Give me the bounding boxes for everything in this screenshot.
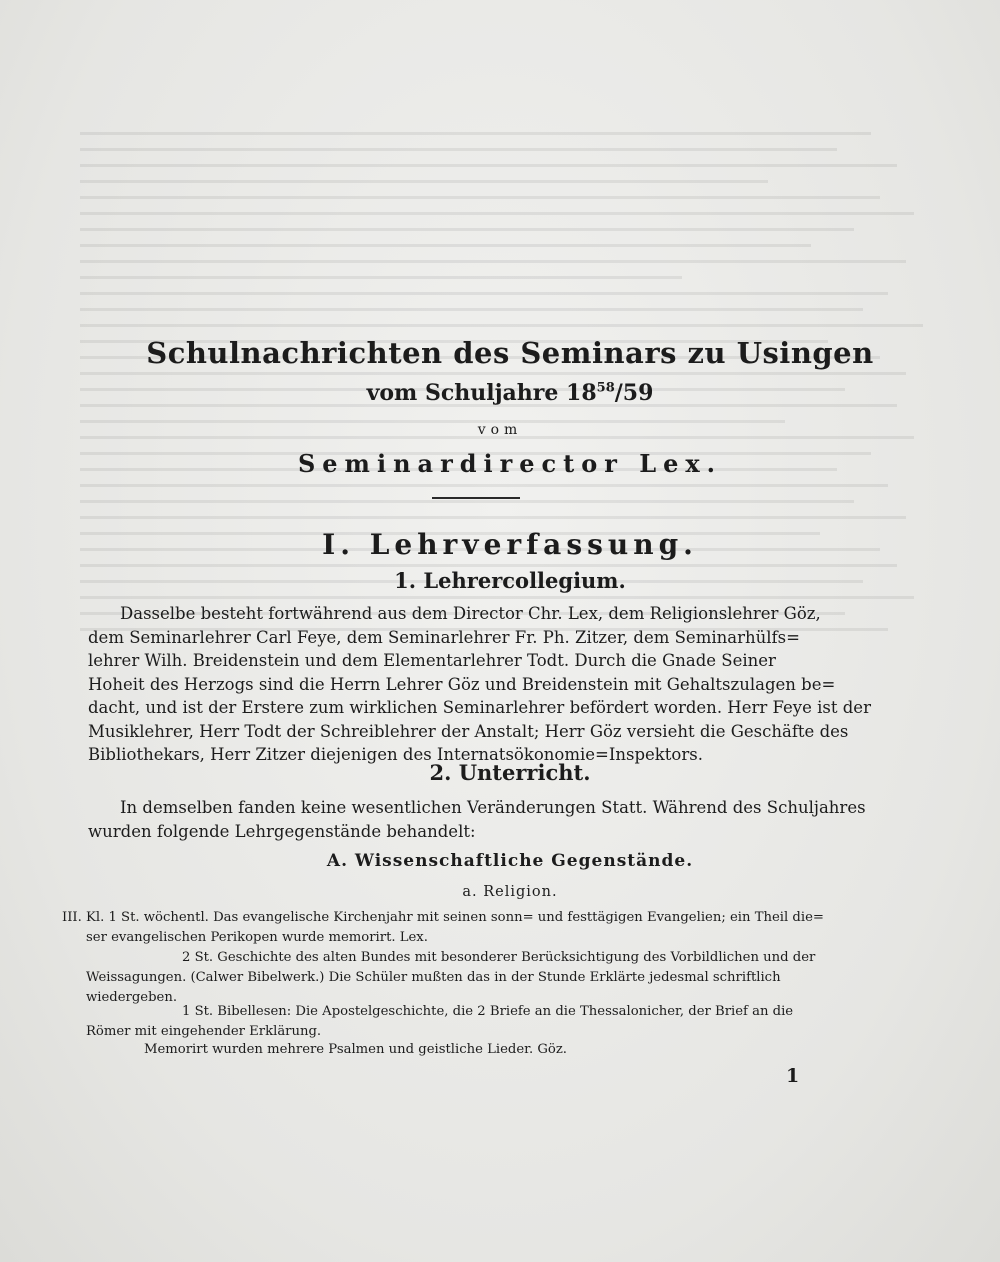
- entry-kirchenjahr: [62, 908, 882, 948]
- text-line: Dasselbe besteht fortwährend aus dem Director Chr. Lex, dem Religionslehrer Göz,: [120, 604, 821, 623]
- text-line: Römer mit eingehender Erklärung.: [86, 1024, 322, 1039]
- section-heading: I. Lehrverfassung.: [322, 528, 698, 561]
- subtitle-sup: 58: [596, 380, 615, 396]
- text-line: lehrer Wilh. Breidenstein und dem Elementarlehrer Todt. Durch die Gnade Seiner: [88, 651, 776, 670]
- text-line: Hoheit des Herzogs sind die Herrn Lehrer Göz und Breidenstein mit Gehaltszulagen be=: [88, 674, 836, 694]
- document-title: Schulnachrichten des Seminars zu Usingen: [146, 336, 874, 370]
- text-line: wurden folgende Lehrgegenstände behandelt:: [88, 821, 476, 841]
- text-line: III. Kl. 1 St. wöchentl. Das evangelische Kirchenjahr mit seinen sonn= und festtägigen Evangelien; ein Theil die=: [62, 910, 824, 925]
- text-line: ser evangelischen Perikopen wurde memorirt. Lex.: [86, 930, 428, 945]
- author-line: Seminardirector Lex.: [297, 449, 723, 478]
- page-number: 1: [786, 1065, 800, 1087]
- text-line: wiedergeben.: [86, 990, 178, 1005]
- vom-label: vom: [477, 422, 523, 438]
- school-year-subtitle: [200, 380, 820, 406]
- text-line: Bibliothekars, Herr Zitzer diejenigen des Internatsökonomie=Inspektors.: [88, 745, 703, 764]
- text-line: Weissagungen. (Calwer Bibelwerk.) Die Schüler mußten das in der Stunde Erklärte jedesmal schriftlich: [86, 970, 781, 985]
- text-line: 2 St. Geschichte des alten Bundes mit besonderer Berücksichtigung des Vorbildlichen und der: [182, 950, 816, 965]
- text-line: Musiklehrer, Herr Todt der Schreiblehrer der Anstalt; Herr Göz versieht die Geschäfte des: [88, 721, 849, 741]
- text-line: Memorirt wurden mehrere Psalmen und geistliche Lieder. Göz.: [144, 1042, 567, 1057]
- text-line: 1 St. Bibellesen: Die Apostelgeschichte, die 2 Briefe an die Thessalonicher, der Brief an die: [182, 1004, 794, 1019]
- entry-geschichte: [62, 948, 882, 1008]
- paragraph-unterricht: [88, 796, 876, 843]
- entry-memorirt: [62, 1040, 882, 1060]
- text-line: dem Seminarlehrer Carl Feye, dem Seminarlehrer Fr. Ph. Zitzer, dem Seminarhülfs=: [88, 627, 800, 647]
- subheading-religion: a. Religion.: [462, 884, 558, 900]
- text-line: In demselben fanden keine wesentlichen Veränderungen Statt. Während des Schuljahres: [120, 798, 866, 817]
- subsection-heading-unterricht: 2. Unterricht.: [429, 760, 591, 785]
- subtitle-suffix: /59: [614, 380, 654, 406]
- subheading-wissenschaftlich: A. Wissenschaftliche Gegenstände.: [326, 851, 694, 871]
- text-line: dacht, und ist der Erstere zum wirklichen Seminarlehrer befördert worden. Herr Feye ist der: [88, 698, 871, 717]
- title-divider: [432, 497, 520, 499]
- paragraph-collegium: [88, 602, 876, 767]
- subtitle-prefix: vom Schuljahre 18: [366, 380, 597, 406]
- subsection-heading-collegium: 1. Lehrercollegium.: [394, 568, 626, 593]
- entry-bibellesen: [62, 1002, 882, 1042]
